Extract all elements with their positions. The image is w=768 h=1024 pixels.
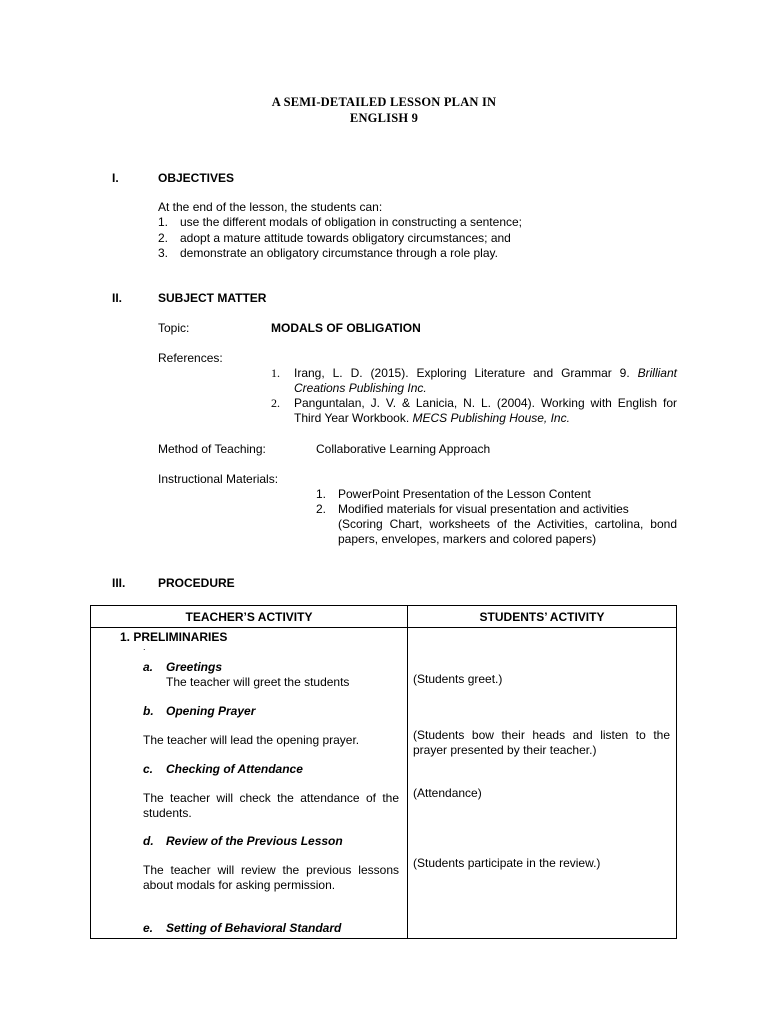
section-heading-objectives: OBJECTIVES	[158, 171, 235, 185]
step-letter: e.	[143, 921, 154, 935]
table-column-divider	[407, 605, 408, 939]
student-activity-prayer: (Students bow their heads and listen to the prayer presented by their teacher.)	[413, 728, 670, 757]
material-text: PowerPoint Presentation of the Lesson Content	[338, 487, 591, 501]
document-title-line1: A SEMI-DETAILED LESSON PLAN IN	[271, 95, 497, 109]
stray-dot: .	[143, 642, 146, 652]
materials-note: (Scoring Chart, worksheets of the Activities, cartolina, bond papers, envelopes, markers and colored papers)	[338, 517, 677, 546]
reference-publisher: MECS Publishing House, Inc.	[412, 411, 570, 425]
student-activity-attendance: (Attendance)	[413, 786, 482, 800]
step-title-attendance: Checking of Attendance	[166, 762, 303, 776]
student-activity-greetings: (Students greet.)	[413, 672, 503, 686]
section-heading-procedure: PROCEDURE	[158, 576, 235, 590]
document-title-line2: ENGLISH 9	[349, 111, 419, 125]
step-letter: b.	[143, 704, 154, 718]
objective-text: use the different modals of obligation in constructing a sentence;	[180, 215, 522, 229]
objective-item	[158, 231, 638, 246]
material-text: Modified materials for visual presentation and activities	[338, 502, 629, 516]
reference-text: Irang, L. D. (2015). Exploring Literature and Grammar 9.	[294, 366, 638, 380]
step-title-opening-prayer: Opening Prayer	[166, 704, 256, 718]
section-numeral-procedure: III.	[112, 576, 126, 590]
objective-number: 1.	[158, 215, 169, 229]
student-activity-review: (Students participate in the review.)	[413, 856, 601, 870]
material-number: 2.	[316, 502, 327, 516]
preliminaries-heading: 1. PRELIMINARIES	[120, 630, 228, 644]
step-title-behavioral-standard: Setting of Behavioral Standard	[166, 921, 342, 935]
materials-label: Instructional Materials:	[158, 472, 279, 486]
objective-text: demonstrate an obligatory circumstance through a role play.	[180, 246, 498, 260]
reference-entry	[294, 396, 677, 426]
table-header-students: STUDENTS’ ACTIVITY	[479, 610, 605, 624]
objective-item	[158, 215, 638, 230]
references-label: References:	[158, 351, 223, 365]
objective-text: adopt a mature attitude towards obligatory circumstances; and	[180, 231, 511, 245]
section-numeral-objectives: I.	[112, 171, 119, 185]
table-header-teacher: TEACHER’S ACTIVITY	[185, 610, 313, 624]
step-title-review: Review of the Previous Lesson	[166, 834, 343, 848]
topic-value: MODALS OF OBLIGATION	[271, 321, 421, 335]
objectives-intro: At the end of the lesson, the students can:	[158, 200, 383, 214]
objective-item	[158, 246, 638, 261]
reference-entry	[294, 366, 677, 396]
material-item	[316, 502, 677, 517]
section-heading-subject-matter: SUBJECT MATTER	[158, 291, 267, 305]
method-label: Method of Teaching:	[158, 442, 266, 456]
reference-text: Panguntalan, J. V. & Lanicia, N. L. (2004). Working with English for Third Year Workbook.	[294, 396, 677, 425]
material-number: 1.	[316, 487, 327, 501]
teacher-activity-attendance: The teacher will check the attendance of the students.	[143, 791, 399, 820]
step-letter: d.	[143, 834, 154, 848]
reference-number: 1.	[271, 366, 280, 380]
method-value: Collaborative Learning Approach	[316, 442, 491, 456]
step-title-greetings: Greetings	[166, 660, 223, 674]
reference-number: 2.	[271, 396, 280, 410]
reference-publisher: Brilliant Creations Publishing Inc.	[294, 366, 677, 395]
objective-number: 2.	[158, 231, 169, 245]
step-letter: c.	[143, 762, 154, 776]
topic-label: Topic:	[158, 321, 190, 335]
section-numeral-subject-matter: II.	[112, 291, 123, 305]
step-letter: a.	[143, 660, 154, 674]
objective-number: 3.	[158, 246, 169, 260]
teacher-activity-review: The teacher will review the previous lessons about modals for asking permission.	[143, 863, 399, 892]
table-header-divider	[90, 627, 677, 628]
teacher-activity-prayer: The teacher will lead the opening prayer.	[143, 733, 360, 747]
material-item	[316, 487, 677, 502]
teacher-activity-greetings: The teacher will greet the students	[166, 675, 350, 689]
